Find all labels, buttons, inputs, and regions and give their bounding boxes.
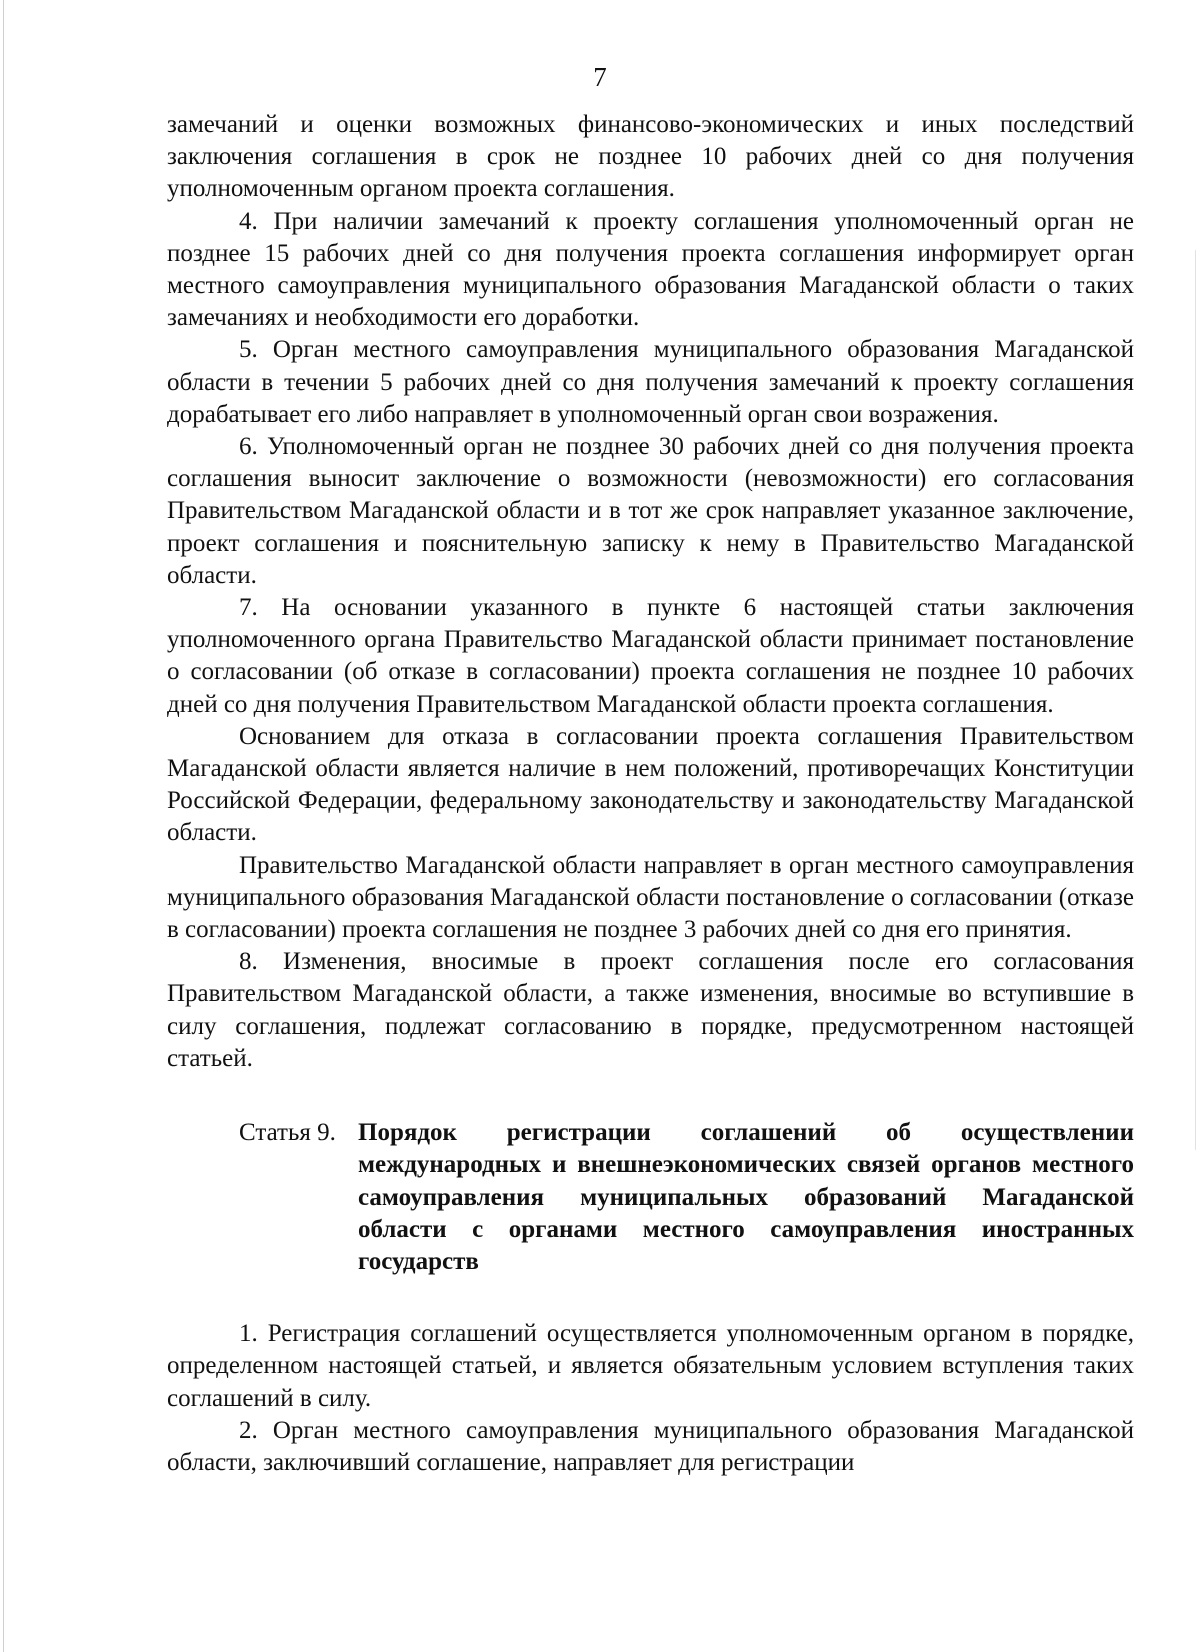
- paragraph-article9-item-1: 1. Регистрация соглашений осуществляется уполномоченным органом в порядке, определенном настоящей статьей, и является обязательным условием вступления таких соглашений в силу.: [167, 1320, 1134, 1412]
- paragraph-article9-item-2: 2. Орган местного самоуправления муниципального образования Магаданской области, заключивший соглашение, направляет для регистрации: [167, 1416, 1134, 1476]
- paragraph-item-6: 6. Уполномоченный орган не позднее 30 рабочих дней со дня получения проекта соглашения выносит заключение о возможности (невозможности) его согласования Правительством Магаданской области и в тот же срок направляет указанное заключение, проект соглашения и пояснительную записку к нему в Правительство Магаданской области.: [167, 433, 1134, 589]
- paragraph-item-4: 4. При наличии замечаний к проекту соглашения уполномоченный орган не позднее 15 рабочих дней со дня получения проекта соглашения информирует орган местного самоуправления муниципального образования Магаданской области о таких замечаниях и необходимости его доработки.: [167, 207, 1134, 332]
- paragraph-item-7: 7. На основании указанного в пункте 6 настоящей статьи заключения уполномоченного органа Правительство Магаданской области принимает постановление о согласовании (об отказе в согласовании) проекта соглашения не позднее 10 рабочих дней со дня получения Правительством Магаданской области проекта соглашения.: [167, 594, 1134, 718]
- paragraph-item-8: 8. Изменения, вносимые в проект соглашения после его согласования Правительством Магаданской области, а также изменения, вносимые во вступившие в силу соглашения, подлежат согласованию в порядке, предусмотренном настоящей статьей.: [167, 948, 1134, 1072]
- scan-edge-right: [1195, 250, 1196, 1150]
- paragraph-government-notice: Правительство Магаданской области направляет в орган местного самоуправления муниципального образования Магаданской области постановление о согласовании (отказе в согласовании) проекта соглашения не позднее 3 рабочих дней со дня его принятия.: [167, 851, 1134, 944]
- article-title: Порядок регистрации соглашений об осуществлении международных и внешнеэкономических связей органов местного самоуправления муниципальных образований Магаданской области с органами местного самоуправления иностранных государств: [358, 1119, 1134, 1275]
- paragraph-continuation: замечаний и оценки возможных финансово-экономических и иных последствий заключения соглашения в срок не позднее 10 рабочих дней со дня получения уполномоченным органом проекта соглашения.: [167, 111, 1134, 203]
- article-number: Статья 9.: [239, 1119, 336, 1147]
- page-number: 7: [593, 62, 607, 92]
- article-heading: [167, 1117, 1134, 1278]
- paragraph-item-5: 5. Орган местного самоуправления муниципального образования Магаданской области в течении 5 рабочих дней со дня получения замечаний к проекту соглашения дорабатывает его либо направляет в уполномоченный орган свои возражения.: [167, 336, 1134, 428]
- paragraph-refusal-grounds: Основанием для отказа в согласовании проекта соглашения Правительством Магаданской области является наличие в нем положений, противоречащих Конституции Российской Федерации, федеральному законодательству и законодательству Магаданской области.: [167, 722, 1134, 847]
- scan-edge-left: [3, 0, 4, 1652]
- document-body: [167, 109, 1134, 1479]
